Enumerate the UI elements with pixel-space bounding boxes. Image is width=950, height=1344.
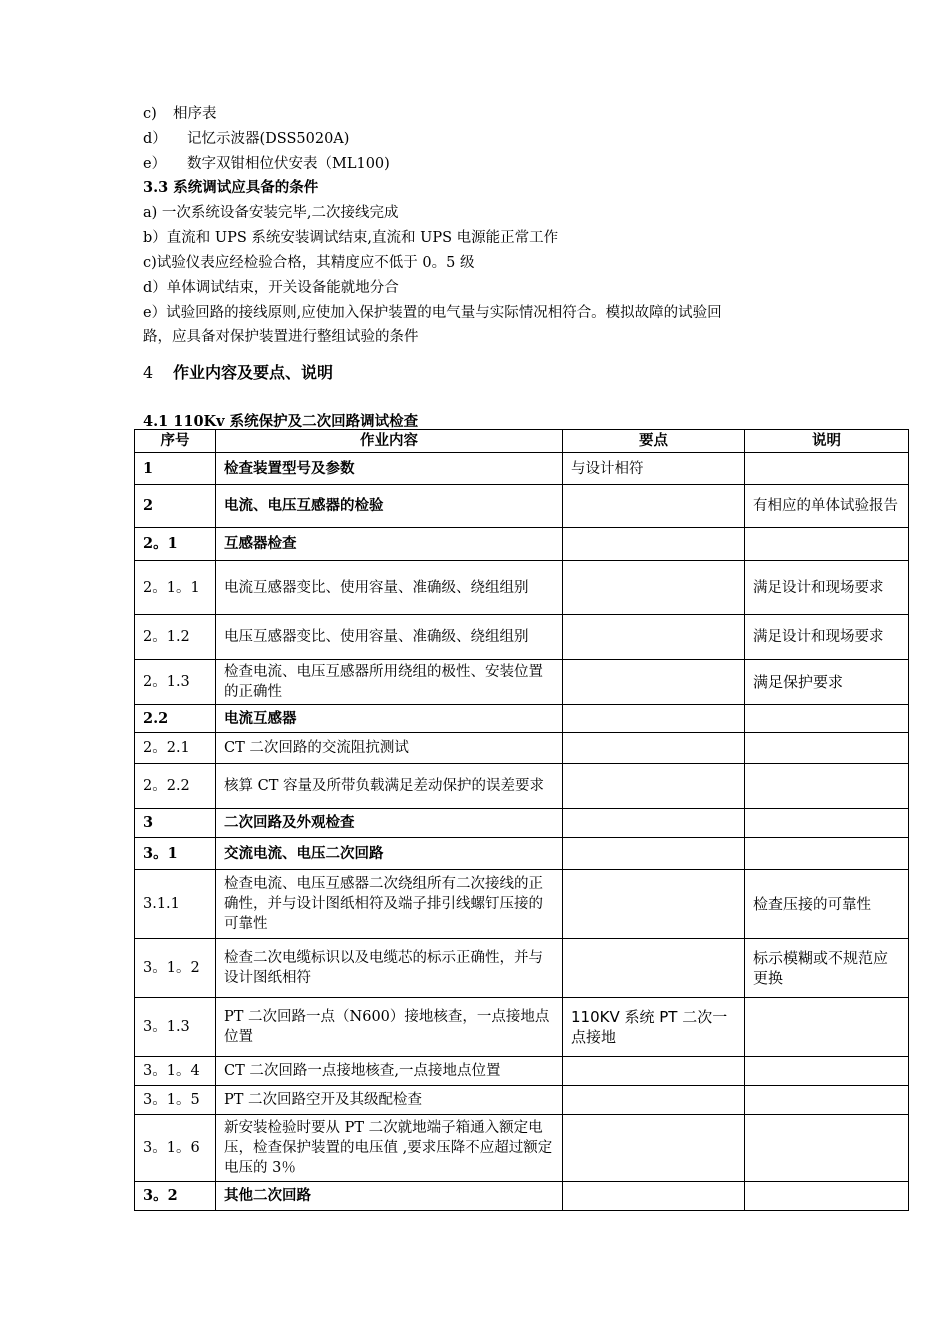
row-point (563, 615, 745, 660)
section-4-heading (143, 360, 333, 383)
row-content: 核算 CT 容量及所带负载满足差动保护的误差要求 (216, 764, 563, 809)
table-row (135, 561, 909, 615)
header-no: 序号 (135, 430, 216, 453)
row-point (563, 1057, 745, 1086)
table-row (135, 733, 909, 764)
row-content: 电流互感器 (216, 705, 563, 733)
row-content: CT 二次回路一点接地核查,一点接地点位置 (216, 1057, 563, 1086)
section-4-number: 4 (143, 363, 154, 382)
row-point (563, 809, 745, 838)
row-point (563, 660, 745, 705)
row-note: 满足设计和现场要求 (745, 561, 909, 615)
row-point (563, 528, 745, 561)
row-note (745, 809, 909, 838)
table-row (135, 939, 909, 998)
condition-item: d）单体调试结束，开关设备能就地分合 (143, 280, 399, 296)
row-content: 电流互感器变比、使用容量、准确级、绕组组别 (216, 561, 563, 615)
row-content: PT 二次回路一点（N600）接地核查，一点接地点位置 (216, 998, 563, 1057)
note-part-sans: 检查压接 (753, 894, 814, 913)
row-note (745, 1115, 909, 1182)
instrument-item-e (143, 154, 390, 174)
condition-item: b）直流和 UPS 系统安装调试结束,直流和 UPS 电源能正常工作 (143, 230, 559, 246)
row-content: 电流、电压互感器的检验 (216, 485, 563, 528)
item-text: 相序表 (173, 106, 217, 122)
row-content: 检查电流、电压互感器二次绕组所有二次接线的正确性，并与设计图纸相符及端子排引线螺钉压接的可靠性 (216, 870, 563, 939)
item-marker: c) (143, 106, 157, 122)
row-no: 2 (135, 485, 216, 528)
row-note: 标示模糊或不规范应更换 (745, 939, 909, 998)
row-point (563, 733, 745, 764)
header-point: 要点 (563, 430, 745, 453)
row-note: 有相应的单体试验报告 (745, 485, 909, 528)
table-row (135, 453, 909, 485)
row-note: 满足保护要求 (745, 660, 909, 705)
row-point: 与设计相符 (563, 453, 745, 485)
header-content: 作业内容 (216, 430, 563, 453)
row-content: 检查二次电缆标识以及电缆芯的标示正确性，并与设计图纸相符 (216, 939, 563, 998)
row-note: 满足设计和现场要求 (745, 615, 909, 660)
row-no: 2。2.1 (135, 733, 216, 764)
table-row (135, 870, 909, 939)
row-no: 2。1.2 (135, 615, 216, 660)
instrument-item-c (143, 104, 217, 124)
row-note (745, 1086, 909, 1115)
work-content-table (134, 429, 909, 1211)
row-note (745, 1182, 909, 1211)
table-row (135, 485, 909, 528)
table-row (135, 528, 909, 561)
condition-item: 路，应具备对保护装置进行整组试验的条件 (143, 329, 419, 345)
row-no: 2.2 (135, 705, 216, 733)
row-note (745, 705, 909, 733)
row-content: 新安装检验时要从 PT 二次就地端子箱通入额定电压，检查保护装置的电压值 ,要求压降不应超过额定电压的 3％ (216, 1115, 563, 1182)
row-point (563, 705, 745, 733)
condition-item: c)试验仪表应经检验合格，其精度应不低于 0。5 级 (143, 255, 475, 271)
item-marker: d） (143, 131, 167, 147)
item-text: 数字双钳相位伏安表（ML100) (187, 156, 390, 172)
row-point (563, 1182, 745, 1211)
row-point (563, 1086, 745, 1115)
row-point (563, 764, 745, 809)
table-row (135, 615, 909, 660)
row-content: 二次回路及外观检查 (216, 809, 563, 838)
row-point (563, 485, 745, 528)
row-no: 3。1。2 (135, 939, 216, 998)
row-note (745, 838, 909, 870)
note-part-serif: 的可靠性 (813, 896, 872, 913)
condition-item: a) 一次系统设备安装完毕,二次接线完成 (143, 205, 399, 221)
row-point: 110KV 系统 PT 二次一点接地 (563, 998, 745, 1057)
row-note (745, 733, 909, 764)
row-note (745, 453, 909, 485)
row-content: 交流电流、电压二次回路 (216, 838, 563, 870)
table-row (135, 1086, 909, 1115)
row-no: 3。1。5 (135, 1086, 216, 1115)
section-3-3-title: 3.3 系统调试应具备的条件 (143, 179, 319, 196)
table-row (135, 838, 909, 870)
row-no: 3.1.1 (135, 870, 216, 939)
table-row (135, 764, 909, 809)
row-content: 检查装置型号及参数 (216, 453, 563, 485)
table-header-row (135, 430, 909, 453)
item-text: 记忆示波器(DSS5020A) (187, 131, 350, 147)
table-row (135, 1182, 909, 1211)
row-no: 2。2.2 (135, 764, 216, 809)
row-note (745, 1057, 909, 1086)
row-content: CT 二次回路的交流阻抗测试 (216, 733, 563, 764)
table-row (135, 660, 909, 705)
row-content: 检查电流、电压互感器所用绕组的极性、安装位置的正确性 (216, 660, 563, 705)
row-point (563, 1115, 745, 1182)
table-row (135, 705, 909, 733)
row-content: 其他二次回路 (216, 1182, 563, 1211)
item-marker: e） (143, 156, 167, 172)
row-point (563, 838, 745, 870)
row-no: 1 (135, 453, 216, 485)
row-point (563, 561, 745, 615)
row-note (745, 870, 909, 939)
row-content: PT 二次回路空开及其级配检查 (216, 1086, 563, 1115)
row-content: 电压互感器变比、使用容量、准确级、绕组组别 (216, 615, 563, 660)
instrument-item-d (143, 129, 349, 149)
row-no: 3。1。4 (135, 1057, 216, 1086)
condition-item: e）试验回路的接线原则,应使加入保护装置的电气量与实际情况相符合。模拟故障的试验回 (143, 305, 722, 321)
row-point (563, 939, 745, 998)
row-no: 2。1 (135, 528, 216, 561)
row-no: 3。2 (135, 1182, 216, 1211)
table-caption: 4.1 110Kv 系统保护及二次回路调试检查 (143, 413, 419, 430)
table-row (135, 1115, 909, 1182)
row-note (745, 528, 909, 561)
row-no: 3。1 (135, 838, 216, 870)
row-no: 2。1。1 (135, 561, 216, 615)
row-no: 3。1.3 (135, 998, 216, 1057)
table-row (135, 1057, 909, 1086)
table-row (135, 998, 909, 1057)
row-no: 2。1.3 (135, 660, 216, 705)
row-note (745, 998, 909, 1057)
row-no: 3。1。6 (135, 1115, 216, 1182)
row-point (563, 870, 745, 939)
row-content: 互感器检查 (216, 528, 563, 561)
section-4-title: 作业内容及要点、说明 (173, 363, 334, 382)
row-note (745, 764, 909, 809)
header-note: 说明 (745, 430, 909, 453)
table-row (135, 809, 909, 838)
row-no: 3 (135, 809, 216, 838)
